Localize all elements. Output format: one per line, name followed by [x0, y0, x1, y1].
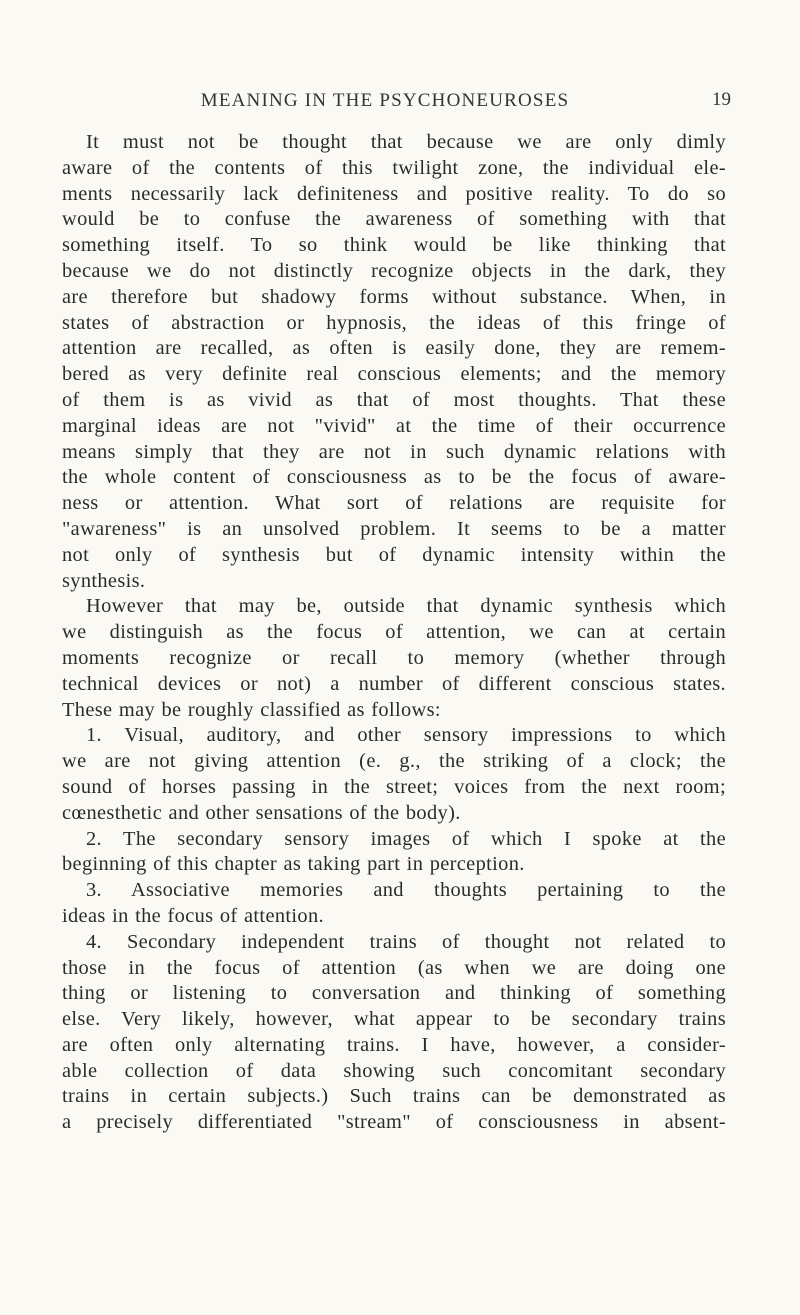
text-line: are therefore but shadowy forms without substance. When, in [62, 285, 726, 308]
text-line: sound of horses passing in the street; voices from the next room; [62, 775, 726, 798]
text-line: aware of the contents of this twilight zone, the individual ele- [62, 156, 726, 179]
text-line: 3. Associative memories and thoughts pertaining to the [86, 879, 726, 902]
text-line: else. Very likely, however, what appear to be secondary trains [62, 1008, 726, 1031]
text-line: 4. Secondary independent trains of thought not related to [86, 930, 726, 953]
text-line: synthesis. [62, 569, 146, 592]
text-line: ness or attention. What sort of relations are requisite for [62, 492, 726, 515]
text-line: would be to confuse the awareness of something with that [62, 208, 726, 231]
text-line: ideas in the focus of attention. [62, 904, 324, 927]
text-line: However that may be, outside that dynamic synthesis which [86, 595, 726, 618]
body-text [62, 130, 726, 1136]
text-line: of them is as vivid as that of most thoughts. That these [62, 388, 726, 411]
text-line: It must not be thought that because we are only dimly [86, 131, 726, 153]
text-line: something itself. To so think would be like thinking that [62, 234, 726, 257]
text-line: technical devices or not) a number of different conscious states. [62, 672, 726, 695]
text-line: are often only alternating trains. I have, however, a consider- [62, 1033, 726, 1056]
text-line: means simply that they are not in such dynamic relations with [62, 440, 726, 463]
text-line: we distinguish as the focus of attention, we can at certain [62, 621, 726, 644]
text-line: moments recognize or recall to memory (whether through [62, 646, 726, 669]
text-line: 1. Visual, auditory, and other sensory impressions to which [86, 724, 726, 747]
text-line: states of abstraction or hypnosis, the ideas of this fringe of [62, 311, 726, 334]
text-line: thing or listening to conversation and thinking of something [62, 982, 726, 1005]
text-line: beginning of this chapter as taking part in perception. [62, 853, 525, 876]
text-line: ments necessarily lack definiteness and positive reality. To do so [62, 182, 726, 205]
text-line: "awareness" is an unsolved problem. It seems to be a matter [62, 517, 726, 540]
text-line: attention are recalled, as often is easily done, they are remem- [62, 337, 726, 360]
text-line: able collection of data showing such concomitant secondary [62, 1059, 726, 1082]
text-line: a precisely differentiated "stream" of consciousness in absent- [62, 1111, 726, 1134]
running-head: MEANING IN THE PSYCHONEUROSES [200, 90, 570, 111]
text-line: trains in certain subjects.) Such trains can be demonstrated as [62, 1085, 726, 1108]
text-line: 2. The secondary sensory images of which I spoke at the [86, 827, 726, 850]
text-line: cœnesthetic and other sensations of the body). [62, 801, 461, 824]
text-line: marginal ideas are not "vivid" at the time of their occurrence [62, 414, 726, 437]
text-line: These may be roughly classified as follows: [62, 698, 441, 721]
text-line: not only of synthesis but of dynamic intensity within the [62, 543, 726, 566]
text-line: those in the focus of attention (as when we are doing one [62, 956, 726, 979]
text-line: bered as very definite real conscious elements; and the memory [62, 363, 726, 386]
text-line: we are not giving attention (e. g., the striking of a clock; the [62, 750, 726, 773]
page-number: 19 [712, 89, 731, 110]
text-line: because we do not distinctly recognize objects in the dark, they [62, 259, 726, 282]
text-line: the whole content of consciousness as to be the focus of aware- [62, 466, 726, 489]
